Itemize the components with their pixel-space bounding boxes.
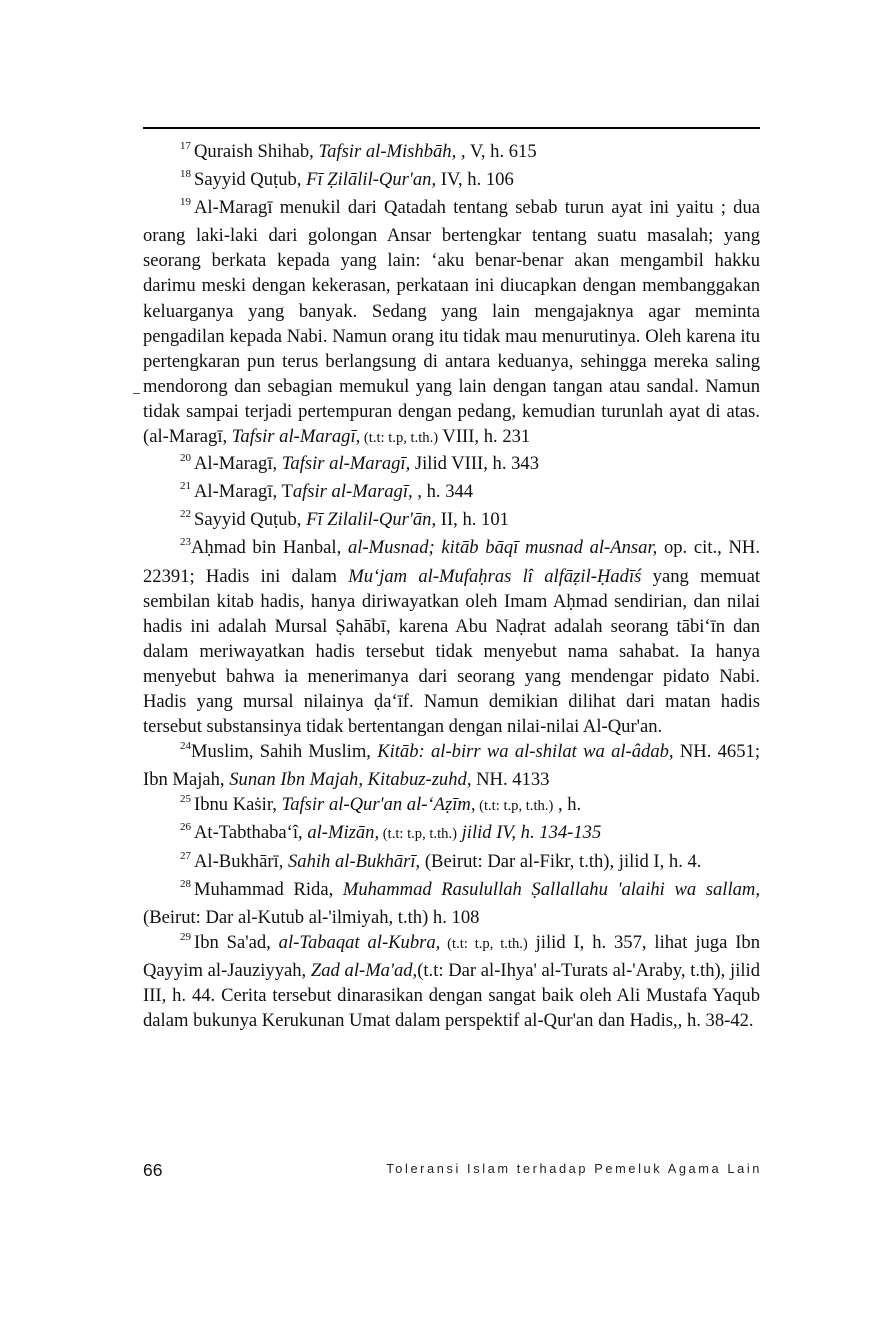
footnote-number: 22 [180,508,191,521]
footnote-text: Al-Maragī, T [194,481,293,503]
footnote-number: 21 [180,480,191,493]
footnote-number: 17 [180,140,191,152]
footnote-text: Ibn Sa'ad, [194,931,279,953]
footnote-italic-text: al-Tabaqat al-Kubra, [278,931,441,953]
footnote-text: Muhammad Rida, [194,878,343,900]
footnote-text: (Beirut: Dar al-Fikr, t.th), jilid I, h. 4. [420,850,702,872]
footnote-21 [143,479,760,507]
footnote-25 [143,792,760,820]
footnote-text: (Beirut: Dar al-Kutub al-'ilmiyah, t.th) h. 108 [143,906,480,928]
footnote-text: (t.t: t.p, t.th.) [379,826,457,843]
footnote-text: Muslim, Sahih Muslim, [191,741,378,763]
footnote-text: Aḥmad bin Hanbal, [191,537,348,559]
footnote-22 [143,507,760,535]
footnote-text: op. cit., NH. 22391; Hadis ini dalam [143,537,760,587]
footnote-italic-text: Fī Ẓilālil-Qur'an, [306,169,437,191]
footnote-number: 19 [180,196,191,209]
footnote-italic-text: Muhammad Rasulullah Ṣallallahu 'alaihi wa sallam, [342,878,760,900]
footnote-17 [143,139,760,167]
footnote-20 [143,451,760,479]
footnote-italic-text: Sahih al-Bukhārī, [288,850,421,872]
footnote-text: Al-Bukhārī, [194,850,288,872]
footnote-18 [143,167,760,195]
footnote-number: 23 [180,536,191,549]
footnote-text: Al-Maragī menukil dari Qatadah tentang sebab turun ayat ini yaitu ; dua orang laki-laki dari golongan Ansar bertengkar tentang suatu masalah; yang seorang berkata kepada yang lain: ‘aku benar-benar akan mengambil hakku darimu meski dengan kekerasan, perkataan ini diucapkan dengan membanggakan keluarganya yang banyak. Sedang yang lain mengajaknya agar meminta pengadilan kepada Nabi. Namun orang itu tidak mau menurutinya. Oleh karena itu pertengkaran pun terus berlangsung di antara keduanya, sehingga mereka saling mendorong dan sebagian memukul yang lain dengan tangan atau sandal. Namun tidak sampai terjadi pertempuran dengan pedang, kemudian turunlah ayat di atas. (al-Maragī, [143,197,760,448]
footnote-28 [143,877,760,930]
footnote-separator-rule [143,127,760,129]
footnote-italic-text: Fī Zilalil-Qur'ān, [306,509,437,531]
footnote-italic-text: Sunan Ibn Majah, Kitabuz-zuhd, [229,769,472,791]
footnotes-section [143,139,760,1033]
footnote-26 [143,820,760,848]
footnote-text: yang memuat sembilan kitab hadis, hanya diriwayatkan oleh Imam Aḥmad sendirian, dan nilai hadis ini adalah Mursal Ṣahābī, karena Abu Naḍrat adalah seorang tābi‘īn dan dalam meriwayatkan hadis tersebut tidak menyebut nama sahabat. Ia hanya menyebut bahwa ia menerimanya dari seorang yang mendengar pidato Nabi. Hadis yang mursal nilainya ḍa‘īf. Namun demikian dilihat dari matan hadis tersebut substansinya tidak bertentangan dengan nilai-nilai Al-Qur'an. [143,565,760,738]
footnote-text: IV, h. 106 [436,169,514,191]
footnote-text: Quraish Shihab, [194,141,319,162]
footnote-italic-text: al-Musnad; kitāb bāqī musnad al-Ansar, [347,537,658,559]
footnote-24 [143,739,760,792]
footnote-23 [143,535,760,739]
footnote-number: 18 [180,168,191,181]
footnote-text: NH. 4651; Ibn Majah, [143,741,760,791]
footnote-number: 26 [180,821,191,834]
footnote-29 [143,930,760,1033]
footnote-text: (t.t: Dar al-Ihya' al-Turats al-'Araby, t.th), jilid III, h. 44. Cerita tersebut dinarasikan dengan sangat baik oleh Ali Mustafa Yaqub dalam bukunya Kerukunan Umat dalam perspektif al-Qur'an dan Hadis,, h. 38-42. [143,959,760,1032]
footnote-27 [143,849,760,877]
margin-mark [133,393,140,394]
footnote-text: VIII, h. 231 [438,426,531,448]
footnote-italic-text: Tafsir al-Maragī, [231,426,361,448]
footnote-text: , h. [553,794,582,816]
footnote-number: 25 [180,793,191,806]
running-title: Toleransi Islam terhadap Pemeluk Agama Lain [386,1161,762,1176]
footnote-number: 27 [180,849,191,862]
footnote-italic-text: Kitāb: al-birr wa al-shilat wa al-âdab, [377,741,674,763]
footnote-text: jilid I, h. 357, lihat juga Ibn Qayyim al-Jauziyyah, [143,931,760,981]
footnote-italic-text: Zad al-Ma'ad, [310,959,418,981]
footnote-19 [143,195,760,451]
footnote-italic-text: Tafsir al-Qur'an al-‘Aẓīm, [281,794,476,816]
footnote-text: II, h. 101 [436,509,509,531]
footnote-text: Al-Maragī, [194,453,282,475]
footnote-text: (t.t: t.p, t.th.) [440,935,528,952]
footnote-italic-text: Tafsir al-Mishbāh, , [318,141,466,162]
footnote-text: At-Tabthaba‘î, [194,822,308,844]
footnote-number: 20 [180,452,191,465]
footnote-text: (t.t: t.p, t.th.) [360,430,439,447]
footnote-number: 24 [180,740,191,753]
footnote-text: V, h. 615 [465,141,537,162]
footnote-text: (t.t: t.p, t.th.) [475,798,554,815]
footnote-text: Jilid VIII, h. 343 [410,453,540,475]
page-number: 66 [143,1160,163,1180]
footnote-number: 29 [180,930,191,943]
footnote-text: Ibnu Kaṡir, [194,794,282,816]
footnote-italic-text: al-Mizān, [307,822,380,844]
footnote-italic-text: jilid IV, h. 134-135 [456,822,602,844]
footnote-italic-text: afsir al-Maragī, , [292,481,422,503]
footnote-text: h. 344 [421,481,474,503]
footnote-text: Sayyid Quṭub, [194,509,307,531]
footnote-italic-text: Tafsir al-Maragī, [281,453,411,475]
footnote-italic-text: Mu‘jam al-Mufaḥras lî alfāẓil-Ḥadīś [348,565,642,587]
footnote-text: Sayyid Quṭub, [194,169,307,191]
footnote-text: NH. 4133 [471,769,550,791]
footnote-number: 28 [180,877,191,890]
